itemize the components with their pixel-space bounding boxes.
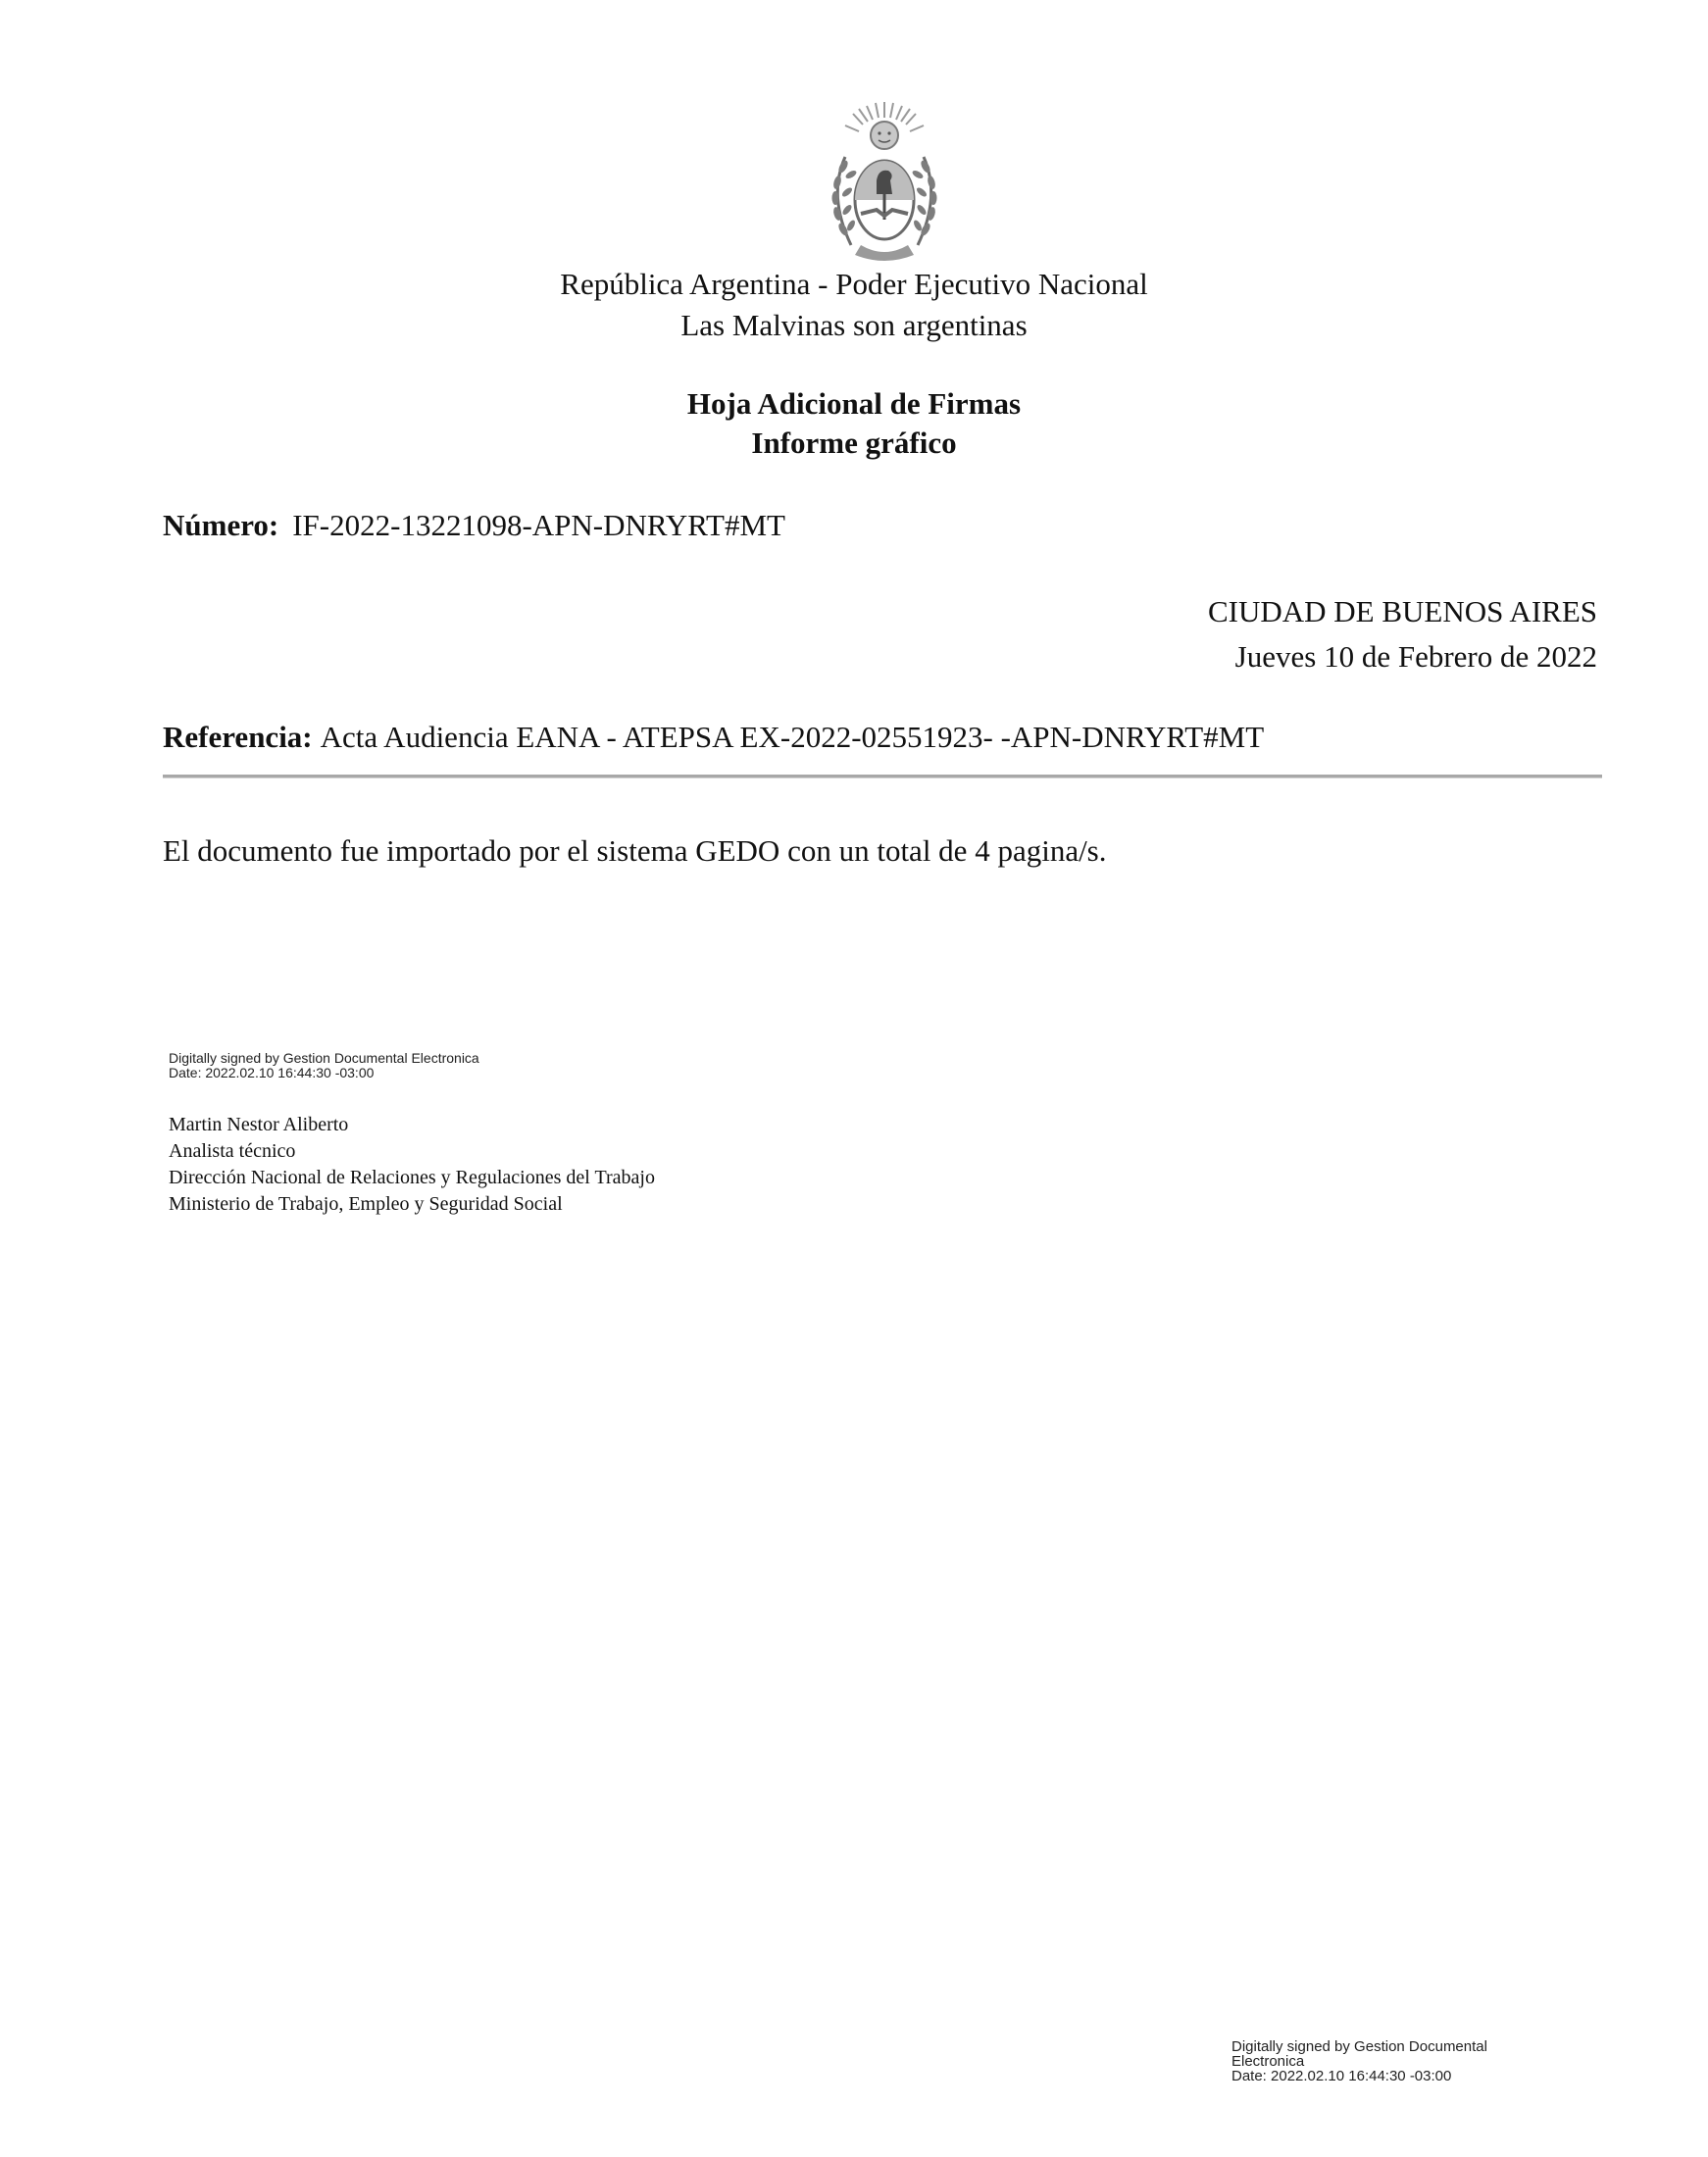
document-subtitle: Informe gráfico: [751, 426, 957, 460]
signer-ministry: Ministerio de Trabajo, Empleo y Seguridad Social: [169, 1193, 563, 1215]
document-title: Hoja Adicional de Firmas: [686, 386, 1022, 421]
reference-label: Referencia:: [163, 720, 313, 754]
place-city: CIUDAD DE BUENOS AIRES: [1208, 594, 1597, 628]
signer-office: Dirección Nacional de Relaciones y Regulaciones del Trabajo: [169, 1167, 655, 1188]
signer-role: Analista técnico: [169, 1140, 296, 1162]
document-reference: [163, 720, 1264, 755]
document-number-value: IF-2022-13221098-APN-DNRYRT#MT: [292, 508, 785, 542]
coat-of-arms-icon: [820, 98, 949, 267]
header-malvinas: Las Malvinas son argentinas: [680, 308, 1028, 342]
header-republic: República Argentina - Poder Ejecutivo Nacional: [560, 267, 1148, 301]
document-number: [163, 508, 785, 543]
footer-stamp-date: Date: 2022.02.10 16:44:30 -03:00: [1231, 2068, 1452, 2084]
signer-name: Martin Nestor Aliberto: [169, 1114, 349, 1135]
footer-stamp-line: Electronica: [1231, 2053, 1305, 2070]
signature-stamp-line: Digitally signed by Gestion Documental Electronica: [169, 1050, 479, 1066]
body-paragraph: El documento fue importado por el sistema GEDO con un total de 4 pagina/s.: [163, 833, 1107, 868]
signature-stamp-date: Date: 2022.02.10 16:44:30 -03:00: [169, 1065, 375, 1080]
digital-signature-stamp: [169, 1051, 479, 1080]
document-date: Jueves 10 de Febrero de 2022: [1234, 639, 1597, 674]
signer-block: [169, 1112, 655, 1218]
document-number-label: Número:: [163, 508, 279, 542]
reference-value: Acta Audiencia EANA - ATEPSA EX-2022-02551923- -APN-DNRYRT#MT: [320, 720, 1265, 754]
horizontal-divider: [163, 775, 1602, 778]
digital-signature-stamp-footer: [1231, 2039, 1487, 2083]
footer-stamp-line: Digitally signed by Gestion Documental: [1231, 2038, 1487, 2055]
